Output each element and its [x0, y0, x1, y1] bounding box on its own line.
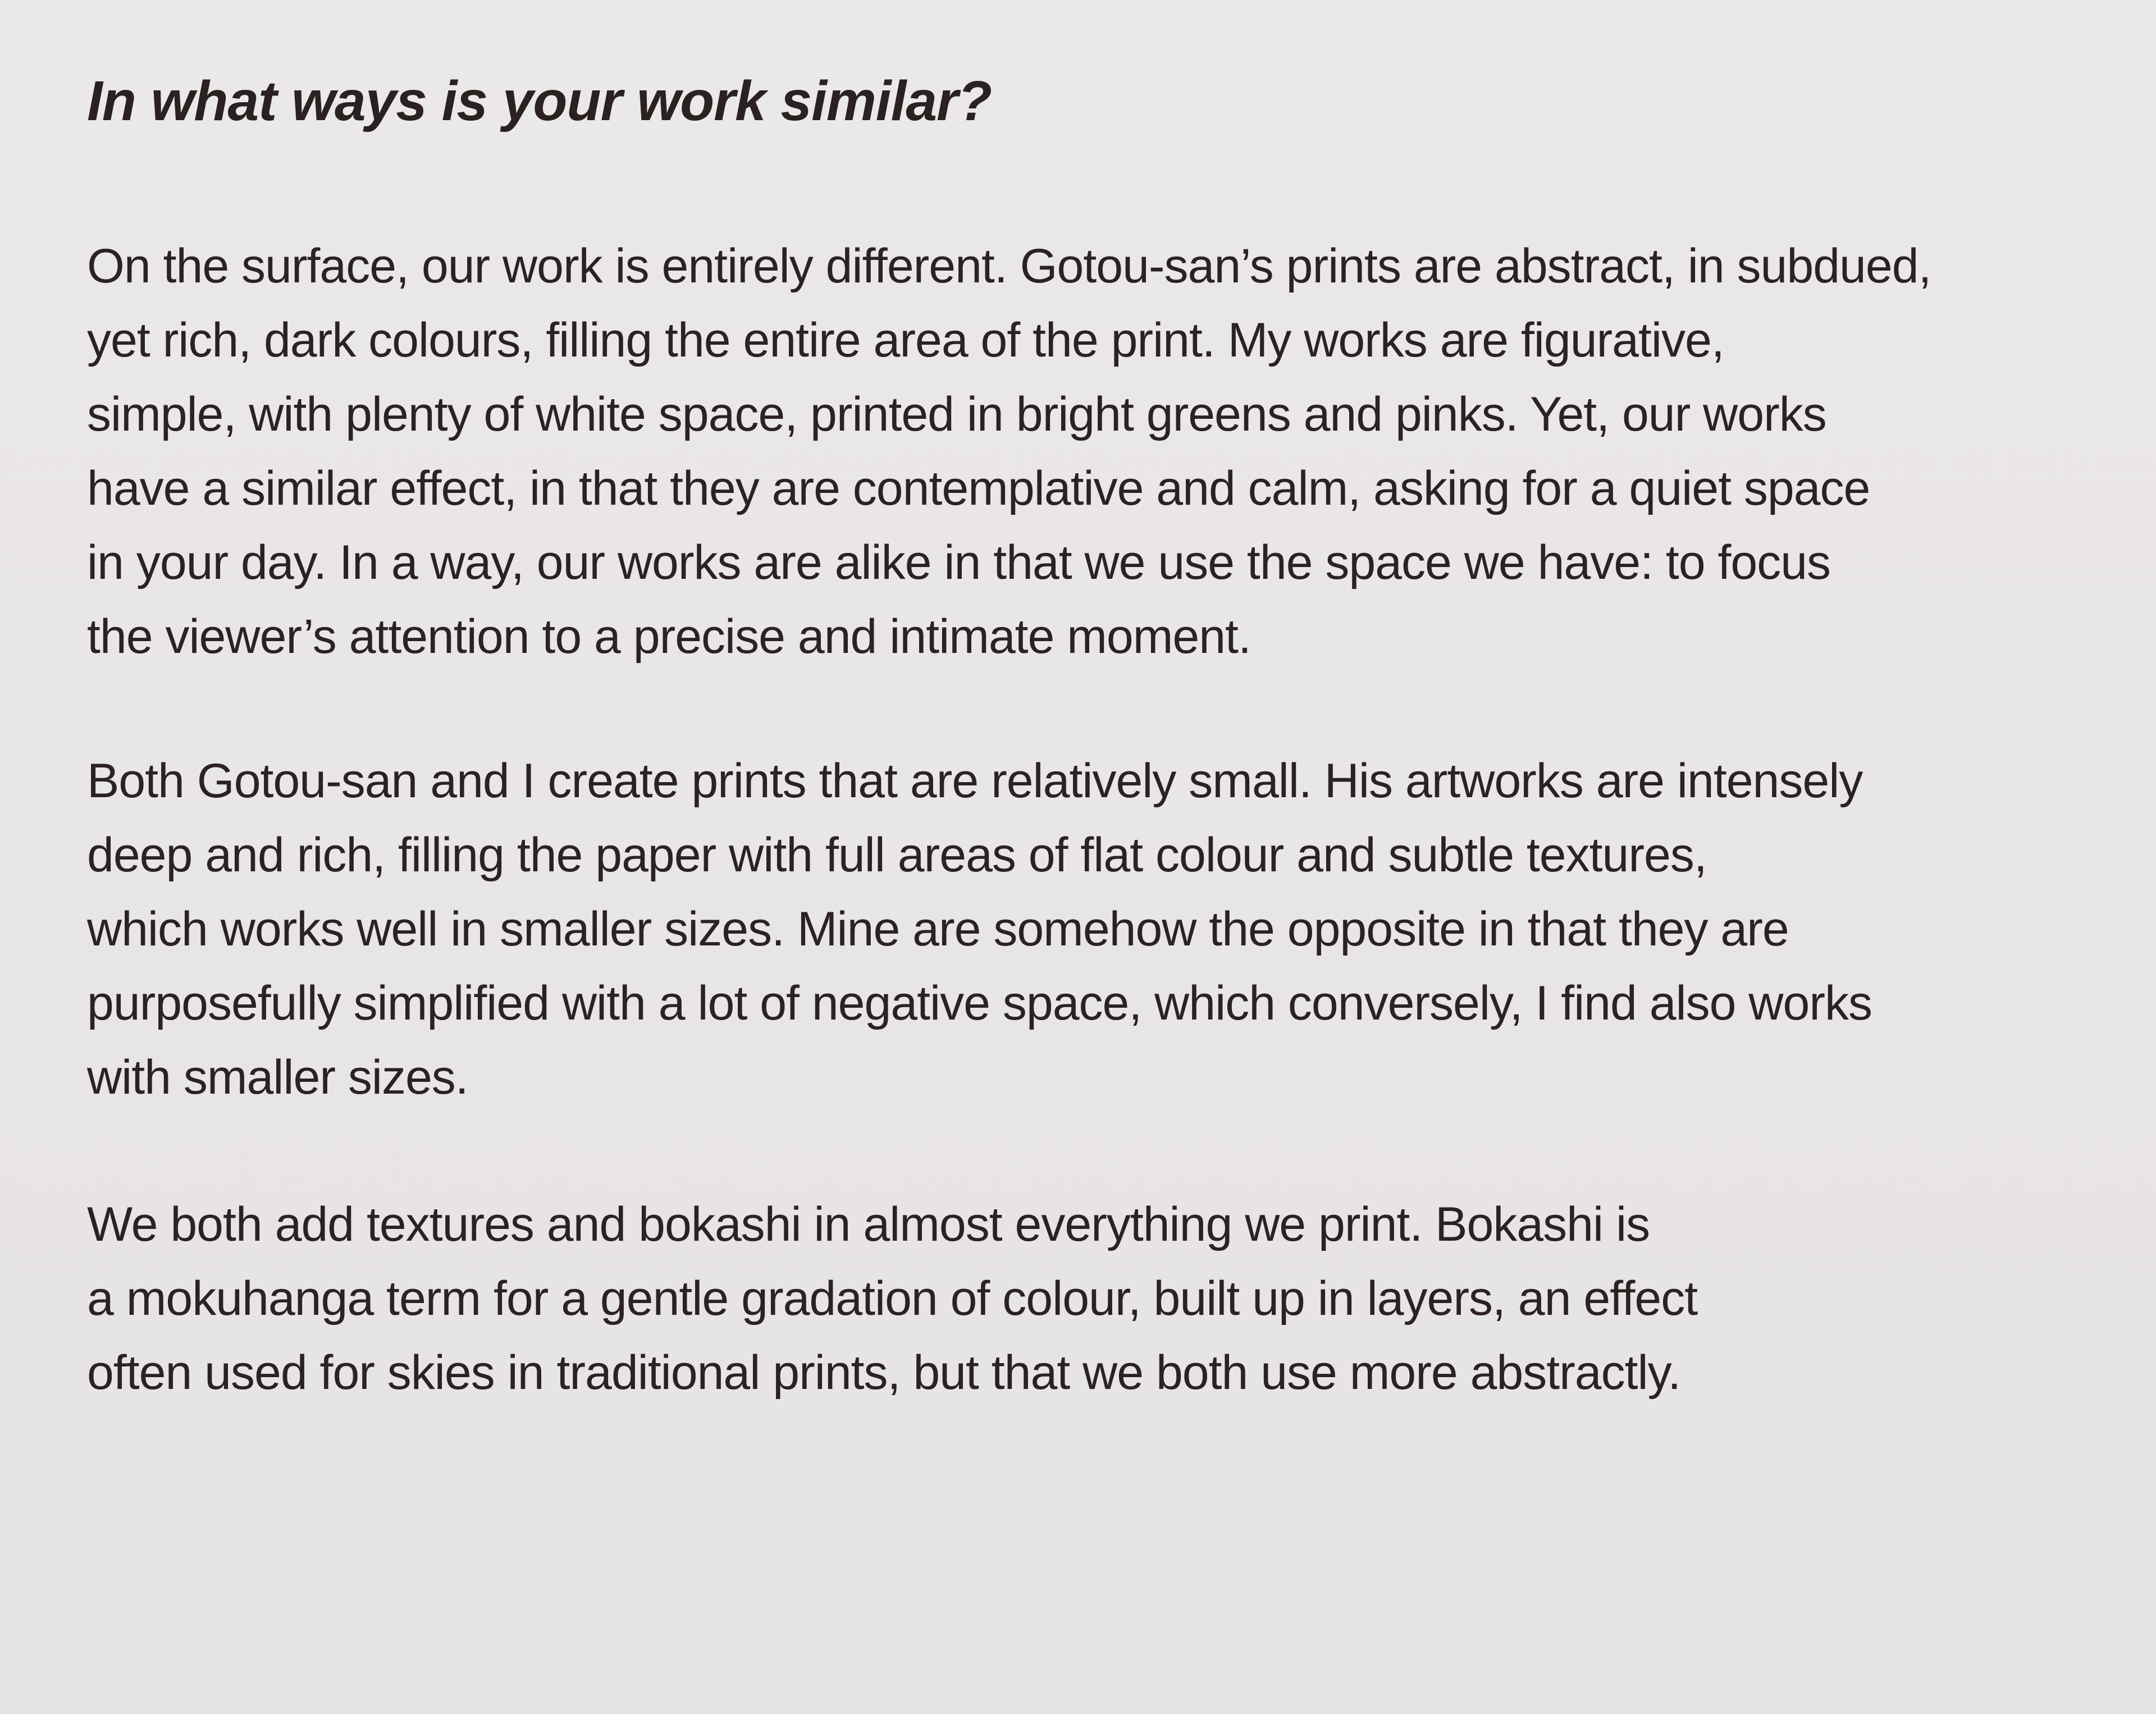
- paragraph-line: Both Gotou-san and I create prints that are relatively small. His artworks are intensely: [87, 754, 1863, 808]
- paragraph-3: [87, 1187, 1697, 1410]
- paragraph-line: a mokuhanga term for a gentle gradation of colour, built up in layers, an effect: [87, 1272, 1698, 1326]
- paragraph-line: with smaller sizes.: [87, 1050, 468, 1104]
- paragraph-line: We both add textures and bokashi in almost everything we print. Bokashi is: [87, 1197, 1650, 1251]
- paragraph-line: On the surface, our work is entirely different. Gotou-san’s prints are abstract, in subdued,: [87, 239, 1931, 293]
- paragraph-line: the viewer’s attention to a precise and intimate moment.: [87, 610, 1251, 664]
- paragraph-line: which works well in smaller sizes. Mine are somehow the opposite in that they are: [87, 902, 1789, 956]
- paragraph-line: have a similar effect, in that they are contemplative and calm, asking for a quiet space: [87, 461, 1870, 515]
- paragraph-line: deep and rich, filling the paper with full areas of flat colour and subtle textures,: [87, 828, 1707, 882]
- paragraph-1: [87, 229, 1931, 674]
- section-heading: In what ways is your work similar?: [87, 70, 992, 132]
- paragraph-line: yet rich, dark colours, filling the entire area of the print. My works are figurative,: [87, 313, 1724, 367]
- paragraph-2: [87, 744, 1872, 1114]
- paragraph-line: purposefully simplified with a lot of negative space, which conversely, I find also works: [87, 976, 1872, 1030]
- document-content: [87, 67, 2108, 1400]
- paragraph-line: often used for skies in traditional prints, but that we both use more abstractly.: [87, 1346, 1681, 1400]
- paragraph-line: in your day. In a way, our works are alike in that we use the space we have: to focus: [87, 536, 1831, 589]
- paragraph-line: simple, with plenty of white space, printed in bright greens and pinks. Yet, our works: [87, 387, 1826, 441]
